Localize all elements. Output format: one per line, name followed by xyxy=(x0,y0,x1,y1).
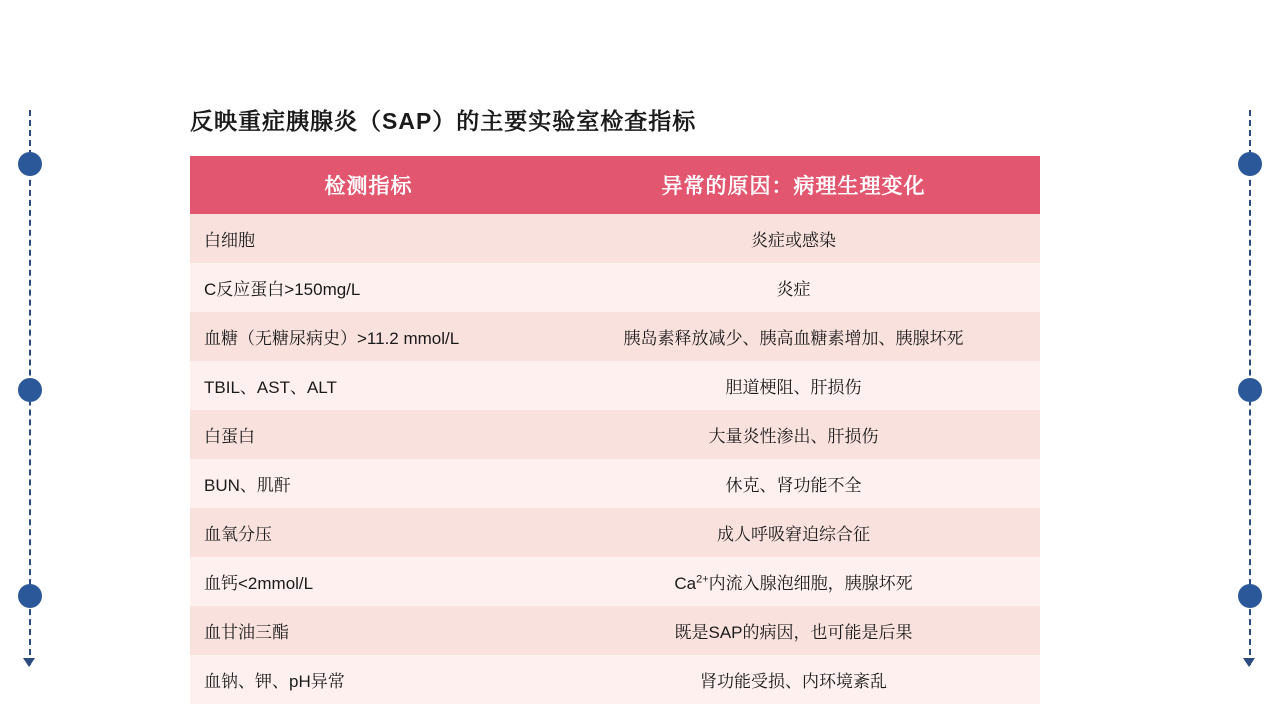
table-row xyxy=(190,263,1040,312)
page-title: 反映重症胰腺炎（SAP）的主要实验室检查指标 xyxy=(190,108,697,134)
lab-indicator-table-container xyxy=(190,156,1040,704)
cell-cause: 既是SAP的病因，也可能是后果 xyxy=(674,623,913,642)
rail-dot-left-3 xyxy=(18,584,42,608)
table-head xyxy=(190,156,1040,214)
cell-indicator: BUN、肌酐 xyxy=(204,476,291,495)
cell-cause: 大量炎性渗出、肝损伤 xyxy=(708,427,879,446)
table-row xyxy=(190,361,1040,410)
table-row xyxy=(190,655,1040,704)
table-header-row xyxy=(190,156,1040,214)
left-decorative-rail xyxy=(15,110,45,665)
table-body xyxy=(190,214,1040,704)
cell-indicator: 白蛋白 xyxy=(204,427,255,446)
table-row xyxy=(190,606,1040,655)
cell-indicator: 血甘油三酯 xyxy=(204,623,289,642)
table-row xyxy=(190,312,1040,361)
table-row xyxy=(190,459,1040,508)
table-row xyxy=(190,410,1040,459)
table-row xyxy=(190,214,1040,263)
cell-cause: 肾功能受损、内环境紊乱 xyxy=(700,672,887,691)
rail-dot-right-3 xyxy=(1238,584,1262,608)
cell-indicator: 血氧分压 xyxy=(204,525,272,544)
cell-cause: 休克、肾功能不全 xyxy=(725,476,862,495)
table-header-cause: 异常的原因：病理生理变化 xyxy=(547,156,1040,214)
table-row xyxy=(190,557,1040,606)
rail-dot-right-1 xyxy=(1238,152,1262,176)
cell-cause: 炎症或感染 xyxy=(751,231,836,250)
cell-cause: 成人呼吸窘迫综合征 xyxy=(717,525,870,544)
table-header-indicator: 检测指标 xyxy=(190,156,547,214)
right-decorative-rail xyxy=(1235,110,1265,665)
cell-indicator: 血糖（无糖尿病史）>11.2 mmol/L xyxy=(204,329,460,348)
cell-cause: $Ca^{2+}$内流入腺泡细胞，胰腺坏死 xyxy=(674,573,913,593)
cell-cause: 胰岛素释放减少、胰高血糖素增加、胰腺坏死 xyxy=(623,329,964,348)
cell-cause: 胆道梗阻、肝损伤 xyxy=(725,378,862,397)
cell-indicator: TBIL、AST、ALT xyxy=(204,378,337,397)
table-row xyxy=(190,508,1040,557)
cell-indicator: C反应蛋白>150mg/L xyxy=(204,280,361,299)
cell-indicator: 血钙<2mmol/L xyxy=(204,574,314,593)
cell-indicator: 白细胞 xyxy=(204,231,255,250)
rail-dot-left-1 xyxy=(18,152,42,176)
lab-indicator-table xyxy=(190,156,1040,704)
rail-dot-left-2 xyxy=(18,378,42,402)
cell-indicator: 血钠、钾、pH异常 xyxy=(204,672,345,691)
rail-dot-right-2 xyxy=(1238,378,1262,402)
arrow-down-icon-right xyxy=(1243,658,1255,667)
arrow-down-icon-left xyxy=(23,658,35,667)
cell-cause: 炎症 xyxy=(776,280,811,299)
